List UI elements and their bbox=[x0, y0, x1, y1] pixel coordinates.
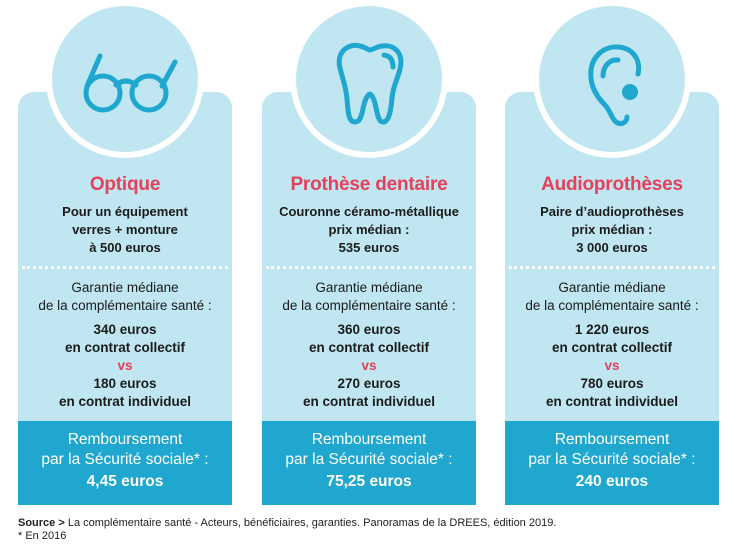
reimbursement-band bbox=[505, 421, 719, 505]
desc-line: Paire d’audioprothèses bbox=[540, 204, 684, 219]
desc-line: prix médian : bbox=[571, 222, 653, 237]
vs-label: vs bbox=[361, 358, 377, 373]
individual-label: en contrat individuel bbox=[302, 394, 435, 409]
reimbursement-label: par la Sécurité sociale* : bbox=[285, 451, 453, 468]
individual-label: en contrat individuel bbox=[58, 394, 191, 409]
guarantee-line: Garantie médiane bbox=[71, 280, 179, 295]
amount-collective: 340 euros bbox=[93, 322, 157, 337]
tooth-icon bbox=[296, 6, 442, 152]
desc-line: verres + monture bbox=[72, 222, 178, 237]
guarantee-label bbox=[505, 279, 719, 315]
ear-icon bbox=[539, 6, 685, 152]
desc-line: Pour un équipement bbox=[62, 204, 188, 219]
guarantee-line: Garantie médiane bbox=[558, 280, 666, 295]
desc-line: 535 euros bbox=[338, 240, 400, 255]
reimbursement-label: par la Sécurité sociale* : bbox=[528, 451, 696, 468]
reimbursement-value: 4,45 euros bbox=[86, 473, 164, 490]
dotted-divider bbox=[266, 266, 472, 269]
icon-circle bbox=[533, 0, 691, 158]
guarantee-amounts bbox=[505, 321, 719, 411]
guarantee-line: de la complémentaire santé : bbox=[525, 298, 699, 313]
amount-individual: 270 euros bbox=[337, 376, 401, 391]
source-label: Source > bbox=[18, 517, 65, 529]
vs-label: vs bbox=[604, 358, 620, 373]
reimbursement-label: Remboursement bbox=[67, 431, 183, 448]
dotted-divider bbox=[509, 266, 715, 269]
collective-label: en contrat collectif bbox=[64, 340, 186, 355]
guarantee-line: de la complémentaire santé : bbox=[38, 298, 212, 313]
icon-circle bbox=[290, 0, 448, 158]
guarantee-amounts bbox=[262, 321, 476, 411]
source-text: La complémentaire santé - Acteurs, bénéficiaires, garanties. Panoramas de la DREES, édition 2019. bbox=[67, 517, 557, 529]
card-description bbox=[22, 203, 228, 257]
reimbursement-value: 75,25 euros bbox=[326, 473, 412, 490]
reimbursement-band bbox=[18, 421, 232, 505]
source-note bbox=[18, 517, 556, 543]
desc-line: prix médian : bbox=[328, 222, 410, 237]
glasses-icon bbox=[52, 6, 198, 152]
reimbursement-band bbox=[262, 421, 476, 505]
card-description bbox=[266, 203, 472, 257]
card-title: Optique bbox=[89, 174, 161, 195]
guarantee-label bbox=[18, 279, 232, 315]
collective-label: en contrat collectif bbox=[308, 340, 430, 355]
card-description bbox=[509, 203, 715, 257]
icon-circle bbox=[46, 0, 204, 158]
individual-label: en contrat individuel bbox=[545, 394, 678, 409]
amount-individual: 180 euros bbox=[93, 376, 157, 391]
vs-label: vs bbox=[117, 358, 133, 373]
reimbursement-value: 240 euros bbox=[575, 473, 649, 490]
dotted-divider bbox=[22, 266, 228, 269]
guarantee-label bbox=[262, 279, 476, 315]
amount-collective: 360 euros bbox=[337, 322, 401, 337]
footnote: * En 2016 bbox=[18, 530, 67, 542]
guarantee-line: de la complémentaire santé : bbox=[282, 298, 456, 313]
reimbursement-label: Remboursement bbox=[554, 431, 670, 448]
reimbursement-label: par la Sécurité sociale* : bbox=[41, 451, 209, 468]
card-title: Prothèse dentaire bbox=[290, 174, 448, 195]
desc-line: à 500 euros bbox=[89, 240, 161, 255]
card-title: Audioprothèses bbox=[541, 174, 683, 195]
amount-collective: 1 220 euros bbox=[574, 322, 650, 337]
reimbursement-label: Remboursement bbox=[311, 431, 427, 448]
desc-line: Couronne céramo-métallique bbox=[279, 204, 459, 219]
guarantee-amounts bbox=[18, 321, 232, 411]
desc-line: 3 000 euros bbox=[576, 240, 648, 255]
collective-label: en contrat collectif bbox=[551, 340, 673, 355]
guarantee-line: Garantie médiane bbox=[315, 280, 423, 295]
amount-individual: 780 euros bbox=[580, 376, 644, 391]
